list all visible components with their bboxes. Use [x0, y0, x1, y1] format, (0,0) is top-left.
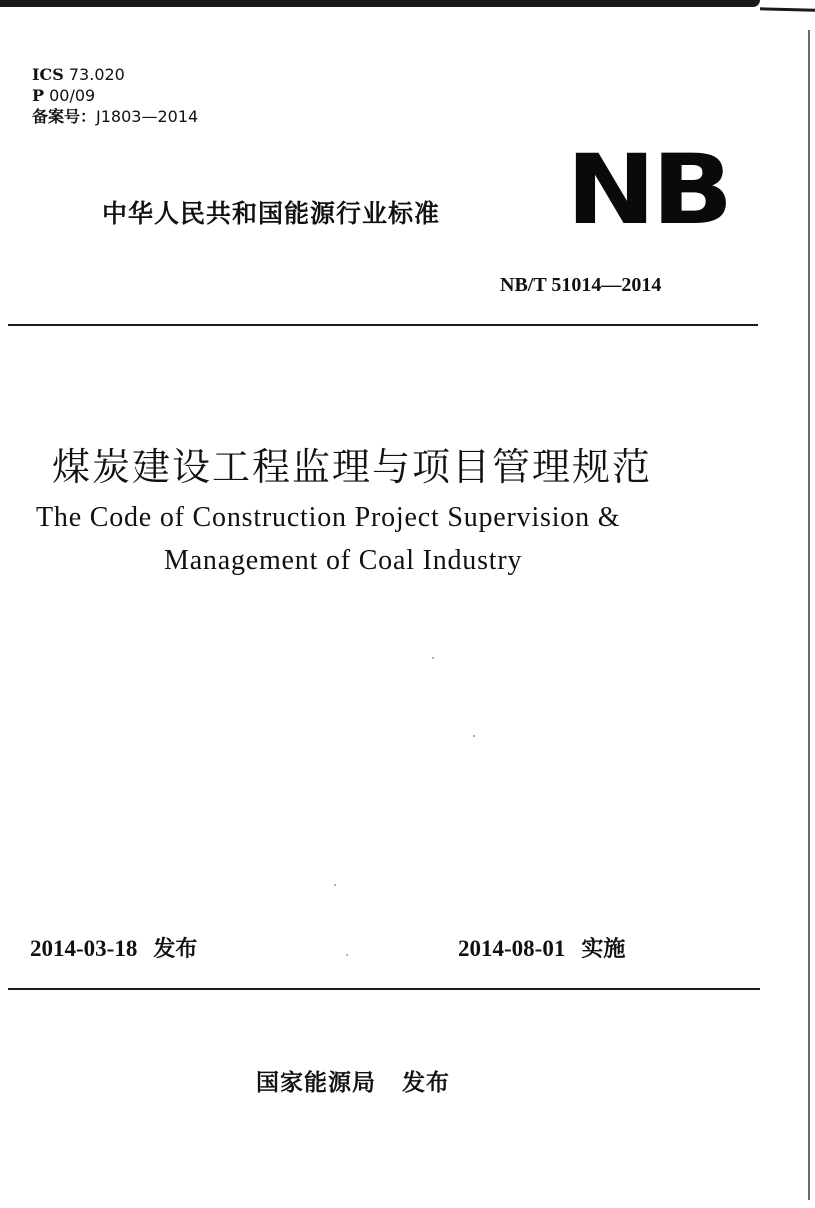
standard-category: 中华人民共和国能源行业标准 — [102, 199, 441, 228]
p-value: 00/09 — [49, 86, 96, 105]
filing-value: J1803—2014 — [96, 107, 199, 126]
p-label: P — [32, 86, 45, 105]
page-top-edge — [0, 0, 760, 7]
page-top-edge-right — [760, 7, 815, 11]
p-line — [32, 85, 198, 106]
standard-number: NB/T 51014—2014 — [500, 274, 662, 296]
nb-logo: NB — [566, 134, 729, 246]
scan-speck — [473, 735, 475, 737]
effective-date-block — [458, 932, 625, 963]
issue-date: 2014-03-18 — [30, 936, 138, 961]
scan-speck — [432, 657, 434, 659]
issue-label: 发布 — [153, 937, 198, 962]
publisher-label: 发布 — [402, 1070, 450, 1096]
classification-block — [32, 64, 198, 127]
english-title-line1: The Code of Construction Project Supervision & — [36, 502, 621, 533]
english-title-line2: Management of Coal Industry — [164, 545, 523, 576]
issue-date-block — [30, 932, 197, 963]
scan-speck — [346, 954, 348, 956]
scan-speck — [334, 884, 336, 886]
top-divider — [8, 324, 758, 326]
ics-value: 73.020 — [68, 65, 125, 84]
ics-label: ICS — [32, 65, 64, 84]
publisher-line — [256, 1064, 450, 1097]
effective-label: 实施 — [581, 937, 626, 962]
chinese-title: 煤炭建设工程监理与项目管理规范 — [52, 445, 653, 489]
publisher-name: 国家能源局 — [256, 1070, 376, 1096]
page-right-edge — [808, 30, 810, 1200]
ics-line — [32, 64, 198, 85]
filing-line — [32, 106, 198, 127]
effective-date: 2014-08-01 — [458, 936, 566, 961]
filing-label: 备案号： — [32, 107, 97, 126]
bottom-divider — [8, 988, 760, 990]
